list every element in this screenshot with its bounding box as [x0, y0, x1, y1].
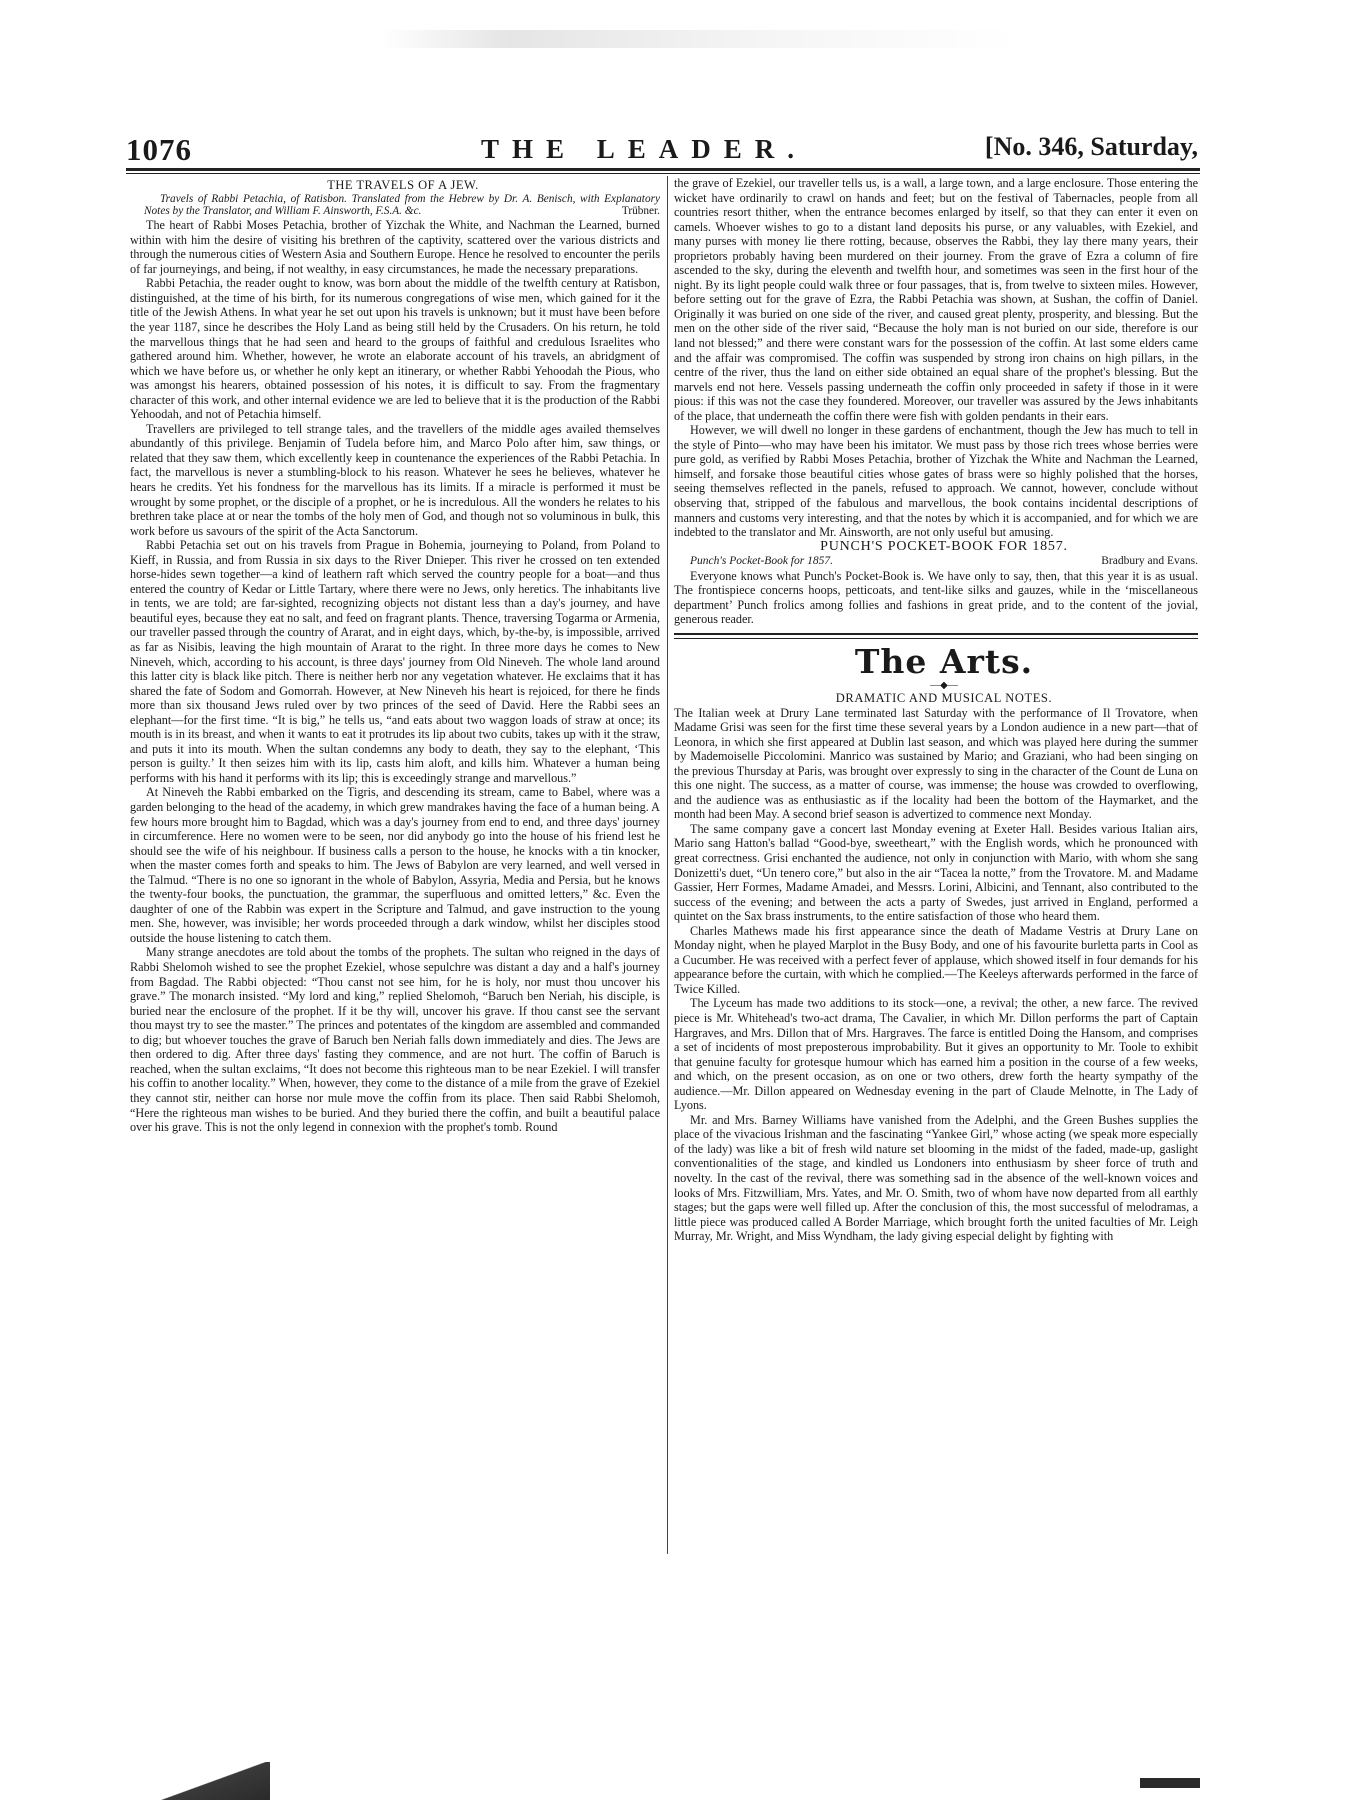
newspaper-title: THE LEADER. [481, 134, 808, 164]
issue-number: [No. 346, Saturday, [984, 132, 1198, 161]
publisher: Trübner. [621, 205, 660, 218]
review-subhead [674, 554, 1198, 569]
right-column [674, 176, 1198, 1244]
review-paragraph: Everyone knows what Punch's Pocket-Book is. We have only to say, then, that this year it is as usual. The frontispiece concerns hoops, petticoats, and tent-like silks and gauzes, while in the ‘miscellaneous department’ Punch frolics among follies and fashions in great pride, and to the content of the jovial, generous reader. [674, 568, 1198, 627]
notes-paragraph: The Lyceum has made two additions to its stock—one, a revival; the other, a new farce. The revived piece is Mr. Whitehead's two-act drama, The Cavalier, in which Mr. Dillon performs the part of Captain Hargraves, and Mrs. Dillon that of Mrs. Hargraves. The farce is entitled Doing the Hansom, and comprises a set of incidents of most preposterous improbability. But it gives an opportunity to Mr. Toole to exhibit that genuine faculty for grotesque humour which has earned him a position in the course of a few weeks, and which, on the present occasion, as on one or two others, drew forth the hearty sympathy of the audience.—Mr. Dillon appeared on Wednesday evening in the part of Claude Melnotte, in The Lady of Lyons. [674, 996, 1198, 1113]
scan-edge-bottom-left [130, 1762, 270, 1800]
article-paragraph: However, we will dwell no longer in these gardens of enchantment, though the Jew has much to tell in the style of Pinto—who may have been his imitator. We must pass by those rich trees whose berries were pure gold, as verified by Rabbi Moses Petachia, brother of Yizchak the White and Nachman the Learned, himself, and forsake those beautiful cities whose gates of brass were so highly polished that the horses, seeing themselves reflected in the panels, refused to approach. We cannot, however, conclude without observing that, stripped of the fabulous and marvellous, the book contains incidental descriptions of manners and customs very interesting, and that the notes by which it is accompanied, and for which we are indebted to the translator and Mr. Ainsworth, are not only useful but amusing. [674, 423, 1198, 540]
book-citation: Punch's Pocket-Book for 1857. [690, 555, 833, 568]
article-paragraph: Travellers are privileged to tell strange tales, and the travellers of the middle ages availed themselves abundantly of this privilege. Benjamin of Tudela before him, and Marco Polo after him, saw things, or related that they saw them, which excellently keep in countenance the experiences of the Rabbi Petachia. In fact, the marvellous is never a stumbling-block to his reason. Whatever he sees he believes, whatever he hears he credits. Yet his fondness for the marvellous has its limits. If a miracle is performed it must be wrought by some prophet, or the disciple of a prophet, or he is incredulous. All the wonders he relates to his brethren take place at or near the tombs of the holy men of God, and though not so voluminous in bulk, this work before us savours of the spirit of the Acta Sanctorum. [130, 421, 660, 538]
page-number: 1076 [126, 132, 192, 167]
article-heading: THE TRAVELS OF A JEW. [327, 178, 479, 192]
masthead [126, 132, 1198, 166]
article-paragraph: Rabbi Petachia, the reader ought to know, was born about the middle of the twelfth century at Ratisbon, distinguished, at the time of his birth, for its numerous congregations of wise men, which gained for it the title of the Jewish Athens. In what year he set out upon his travels is unknown; but it must have been before the year 1187, since he describes the Holy Land as being still held by the Crusaders. On his return, he told the marvellous things that he had seen and heard to the groups of faithful and credulous Israelites who gathered around him. Whether, however, he wrote an elaborate account of his travels, an abridgment of which we have before us, or whether he only kept an itinerary, or whether Rabbi Yehoodah the Pious, who was amongst his hearers, obtained possession of his notes, it is difficult to say. From the fragmentary character of this work, and other internal evidence we are led to believe that it is the production of the Rabbi Yehoodah, and not of Petachia himself. [130, 276, 660, 422]
book-citation: Travels of Rabbi Petachia, of Ratisbon. Translated from the Hebrew by Dr. A. Benisch, with Explanatory Notes by the Translator, and William F. Ainsworth, F.S.A. &c. [144, 192, 660, 218]
notes-heading: DRAMATIC AND MUSICAL NOTES. [835, 690, 1053, 705]
ornament-divider: —◆— [930, 679, 958, 691]
notes-paragraph: The Italian week at Drury Lane terminated last Saturday with the performance of Il Trovatore, when Madame Grisi was seen for the first time these several years by a London audience in a new part—that of Leonora, in which she first appeared at Dublin last season, and which was played here during the summer by Mademoiselle Piccolomini. Manrico was sustained by Mario; and Graziani, who had been singing on the previous Thursday at Paris, was brought over expressly to sing in the character of the Count de Luna on this one night. The success, as a matter of course, was immense; the house was crowded to overflowing, and the audience was as enthusiastic as if the locality had been the bottom of the Haymarket, and the month had been May. A second brief season is advertized to commence next Monday. [674, 705, 1198, 822]
section-title: The Arts. [854, 641, 1034, 681]
left-column [130, 178, 660, 1135]
review-heading: PUNCH'S POCKET-BOOK FOR 1857. [820, 538, 1068, 554]
article-continuation: the grave of Ezekiel, our traveller tells us, is a wall, a large town, and a large enclosure. Those entering the wicket have ordinarily to crawl on hands and feet; but on the festival of Tabernacles, people from all countries resort thither, when the entrance becomes enlarged by itself, so that they can enter it even on camels. Whoever wishes to go to a distant land deposits his purse, or any valuables, with Ezekiel, and many purses with money lie there rotting, because, observes the Rabbi, they lay there many years, their proprietors probably having been murdered on their journey. From the grave of Ezra a column of fire ascended to the sky, during the eleventh and twelfth hour, and sometimes was seen in the first hour of the night. By its light people could walk three or four passages, that is, from twelve to sixteen miles. However, before setting out for the grave of Ezra, the Rabbi Petachia was shown, at Sushan, the coffin of Daniel. Originally it was buried on one side of the river, and caused great plenty, prosperity, and blessing. But the men on the other side of the river said, “Because the holy man is not buried on our side, therefore is our land not blessed;” and there were constant wars for the possession of the coffin. At last some elders came and the affair was compromised. The coffin was suspended by strong iron chains on high pillars, in the centre of the river, thus the land on either side obtained an equal share of the prophet's blessing. But the marvels end not here. Vessels passing underneath the coffin only proceeded in safety if those in it were pious: if this was not the case they foundered. Moreover, our traveller was assured by the Jews inhabitants of the place, that underneath the coffin there were fish with golden pendants in their ears. [674, 176, 1198, 423]
scan-edge-bottom-right [1140, 1778, 1200, 1788]
article-paragraph: Rabbi Petachia set out on his travels from Prague in Bohemia, journeying to Poland, from Poland to Kieff, in Russia, and from Russia in six days to the River Dnieper. This river he crossed on ten extended horse-hides sewn together—a kind of leathern raft which served the country people for a boat—and thus entered the country of Kedar or Little Tartary, where there were no Jews, only heretics. The inhabitants live in tents, we are told; are far-sighted, recognizing objects not distant less than a day's journey, and have beautiful eyes, because they eat no salt, and feed on fragrant plants. Thence, traversing Togarma or Armenia, our traveller passed through the country of Ararat, and in eight days, which, by-the-by, is impossible, arrived as far as Nisibis, leaving the high mountain of Ararat to the right. In three more days he comes to New Nineveh, which, according to his account, is three days' journey from Old Nineveh. The whole land around this latter city is black like pitch. There is neither herb nor any vegetation whatever. He exclaims that it has shared the fate of Sodom and Gomorrah. However, at New Nineveh his heart is rejoiced, for there he finds more than six thousand Jews ruled over by two princes of the seed of David. Here the Rabbi sees an elephant—for the first time. “It is big,” he tells us, “and eats about two waggon loads of straw at once; its mouth is in its breast, and when it wants to eat it protrudes its lip about two cubits, takes up with it the straw, and puts it into its mouth. When the sultan condemns any body to death, they say to the elephant, ‘This person is guilty.’ It then seizes him with its lip, casts him aloft, and kills him. Whatever a human being performs with his hand it performs with its lip; this is exceedingly strange and marvellous.” [130, 538, 660, 785]
article-paragraph: At Nineveh the Rabbi embarked on the Tigris, and descending its stream, came to Babel, where was a garden belonging to the head of the academy, in which grew mandrakes having the face of a human being. A few hours more brought him to Bagdad, which was a day's journey from end to end, and three days' journey in circumference. Here no women were to be seen, nor did anybody go into the house of his friend lest he should see the wife of his neighbour. If business calls a person to the house, he knocks with a tin knocker, when the master comes forth and speaks to him. The Jews of Babylon are very learned, and well versed in the Talmud. “There is no one so ignorant in the whole of Babylon, Assyria, Media and Persia, but he knows the twenty-four books, the punctuation, the grammar, the superfluous and omitted letters,” &c. Even the daughter of one of the Rabbin was expert in the Scripture and Talmud, and gave instruction to the young men. She, however, was invisible; her words proceeded through a dark window, whilst her disciples stood outside the house listening to catch them. [130, 785, 660, 945]
notes-paragraph: Mr. and Mrs. Barney Williams have vanished from the Adelphi, and the Green Bushes supplies the place of the vivacious Irishman and the fascinating “Yankee Girl,” whose acting (we speak more especially of the lady) was like a bit of fresh wild nature set blooming in the midst of the faded, made-up, gaslight conventionalities of the stage, and kindled us Londoners into enthusiasm by sheer force of truth and novelty. In the cast of the revival, there was something sad in the absence of the well-known voices and looks of Mrs. Fitzwilliam, Mrs. Yates, and Mr. O. Smith, two of whom have now departed from all earthly stages; but the gaps were well filled up. After the conclusion of this, the most successful of melodramas, a little piece was produced called A Border Marriage, which brought forth the united faculties of Mr. Leigh Murray, Mr. Wright, and Miss Wyndham, the lady giving especial delight by fighting with [674, 1112, 1198, 1244]
article-subhead [130, 193, 660, 219]
masthead-rule-thin [126, 173, 1200, 174]
publisher: Bradbury and Evans. [1101, 555, 1198, 568]
notes-paragraph: Charles Mathews made his first appearance since the death of Madame Vestris at Drury Lane on Monday night, when he played Marplot in the Busy Body, and one of his favourite burletta parts in Cool as a Cucumber. He was received with a perfect fever of applause, which showed itself in four demands for his appearance before the curtain, with which he complied.—The Keeleys afterwards performed in the farce of Twice Killed. [674, 923, 1198, 996]
article-paragraph: Many strange anecdotes are told about the tombs of the prophets. The sultan who reigned in the days of Rabbi Shelomoh wished to see the prophet Ezekiel, whose sepulchre was distant a day and a half's journey from Bagdad. The Rabbi objected: “Thou canst not see him, for he is holy, nor must thou uncover his grave.” The monarch insisted. “My lord and king,” replied Shelomoh, “Baruch ben Neriah, his disciple, is buried near the enclosure of the prophet. If it be thy will, uncover his grave. If thou canst see the servant thou mayst try to see the master.” The princes and potentates of the kingdom are assembled and commanded to dig; but whoever touches the grave of Baruch ben Neriah falls down immediately and dies. The Jews are then ordered to dig. After three days' fasting they commence, and are not hurt. The coffin of Baruch is reached, when the sultan exclaims, “It does not become this righteous man to be near Ezekiel. I will transfer his coffin to another locality.” When, however, they come to the distance of a mile from the grave of Ezekiel they cannot stir, neither can horse nor mule move the coffin from its place. Then said Rabbi Shelomoh, “Here the righteous man wishes to be buried. And they buried there the coffin, and built a beautiful palace over his grave. This is not the only legend in connexion with the prophet's tomb. Round [130, 945, 660, 1135]
scan-smudge-top [380, 30, 1020, 48]
notes-paragraph: The same company gave a concert last Monday evening at Exeter Hall. Besides various Italian airs, Mario sang Hatton's ballad “Good-bye, sweetheart,” with the English words, which he pronounced with great correctness. Grisi enchanted the audience, not only in conjunction with Mario, with whom she sang Donizetti's duet, “Un tenero core,” but also in the air “Tacea la notte,” from the Trovatore. M. and Madame Gassier, Herr Formes, Madame Amadei, and Messrs. Lorini, Albicini, and Tennant, also contributed to the success of the evening; and between the acts a party of Swedes, just arrived in England, performed a quintet on the Sax brass instruments, to the entire satisfaction of those who heard them. [674, 821, 1198, 924]
section-divider [674, 633, 1198, 639]
article-paragraph: The heart of Rabbi Moses Petachia, brother of Yizchak the White, and Nachman the Learned, burned within with him the desire of visiting his brethren of the captivity, scattered over the various districts and through the numerous cities of Western Asia and Southern Europe. Hence he resolved to encounter the perils of far journeyings, and being, if not wealthy, in easy circumstances, he made the necessary preparations. [130, 218, 660, 276]
column-divider [667, 176, 668, 1554]
masthead-rule [126, 168, 1200, 171]
